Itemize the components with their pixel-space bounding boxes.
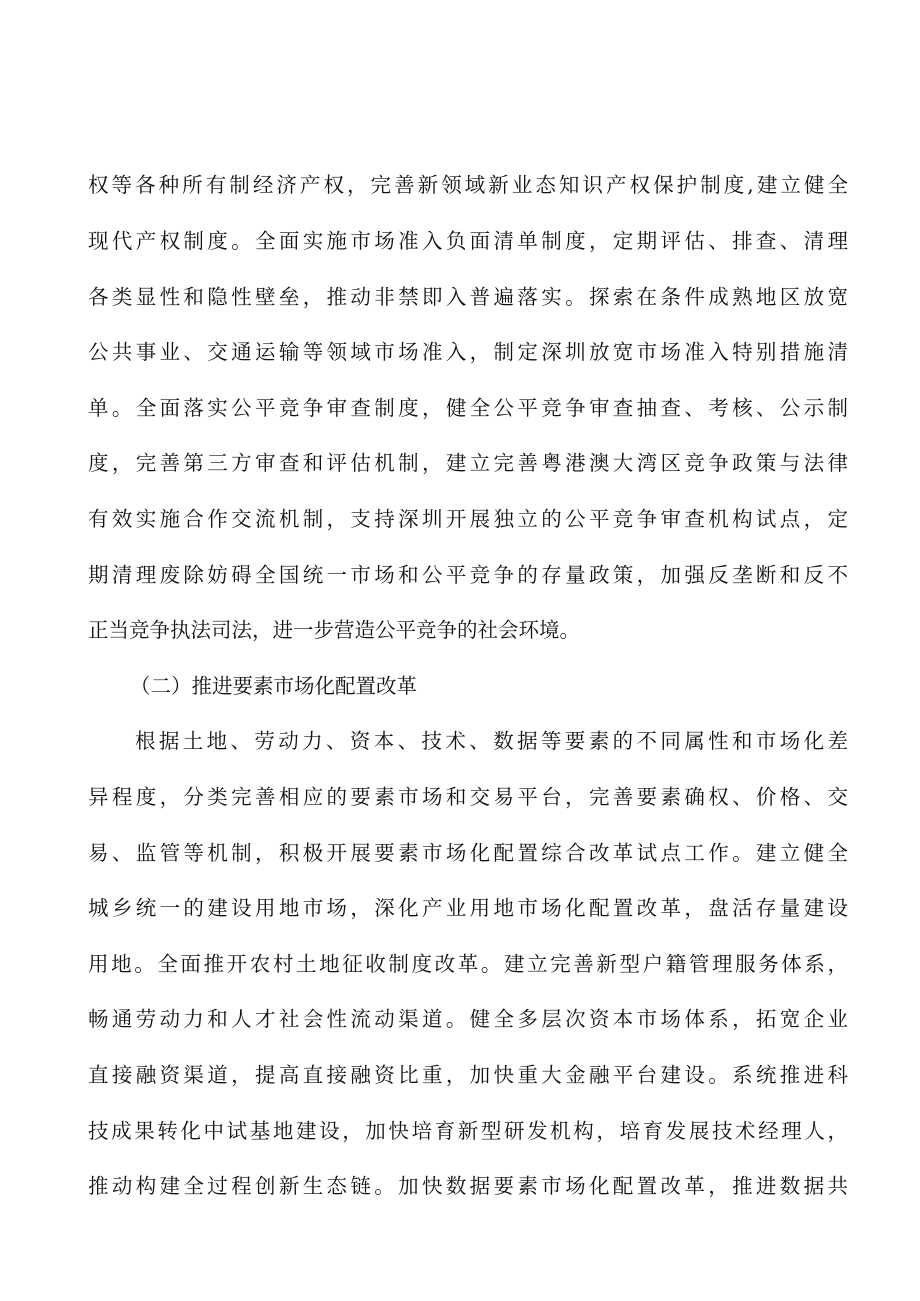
paragraph-1-line-2: 现代产权制度。全面实施市场准入负面清单制度，定期评估、排查、清理 xyxy=(88,229,848,253)
paragraph-1-line-3: 各类显性和隐性壁垒，推动非禁即入普遍落实。探索在条件成熟地区放宽 xyxy=(88,285,848,309)
paragraph-1-line-1: 权等各种所有制经济产权，完善新领域新业态知识产权保护制度,建立健全 xyxy=(88,173,848,197)
paragraph-2-line-8: 技成果转化中试基地建设，加快培育新型研发机构，培育发展技术经理人， xyxy=(88,1119,848,1143)
paragraph-2-line-6: 畅通劳动力和人才社会性流动渠道。健全多层次资本市场体系，拓宽企业 xyxy=(88,1007,848,1031)
paragraph-2-line-7: 直接融资渠道，提高直接融资比重，加快重大金融平台建设。系统推进科 xyxy=(88,1063,848,1087)
paragraph-1-line-8: 期清理废除妨碍全国统一市场和公平竞争的存量政策，加强反垄断和反不 xyxy=(88,563,848,587)
paragraph-2-line-5: 用地。全面推开农村土地征收制度改革。建立完善新型户籍管理服务体系， xyxy=(88,952,848,976)
paragraph-1-line-7: 有效实施合作交流机制，支持深圳开展独立的公平竞争审查机构试点，定 xyxy=(88,507,848,531)
paragraph-2-line-9: 推动构建全过程创新生态链。加快数据要素市场化配置改革，推进数据共 xyxy=(88,1174,848,1198)
paragraph-2-line-3: 易、监管等机制，积极开展要素市场化配置综合改革试点工作。建立健全 xyxy=(88,841,848,865)
paragraph-1-line-9: 正当竞争执法司法，进一步营造公平竞争的社会环境。 xyxy=(88,618,580,642)
paragraph-1-line-6: 度，完善第三方审查和评估机制，建立完善粤港澳大湾区竞争政策与法律 xyxy=(88,451,848,475)
paragraph-2-line-2: 异程度，分类完善相应的要素市场和交易平台，完善要素确权、价格、交 xyxy=(88,785,848,809)
paragraph-2-line-4: 城乡统一的建设用地市场，深化产业用地市场化配置改革，盘活存量建设 xyxy=(88,896,848,920)
section-heading: （二）推进要素市场化配置改革 xyxy=(130,674,417,698)
paragraph-1-line-5: 单。全面落实公平竞争审查制度，健全公平竞争审查抽查、考核、公示制 xyxy=(88,396,848,420)
paragraph-1-line-4: 公共事业、交通运输等领域市场准入，制定深圳放宽市场准入特别措施清 xyxy=(88,340,848,364)
paragraph-2-line-1: 根据土地、劳动力、资本、技术、数据等要素的不同属性和市场化差 xyxy=(135,729,848,753)
